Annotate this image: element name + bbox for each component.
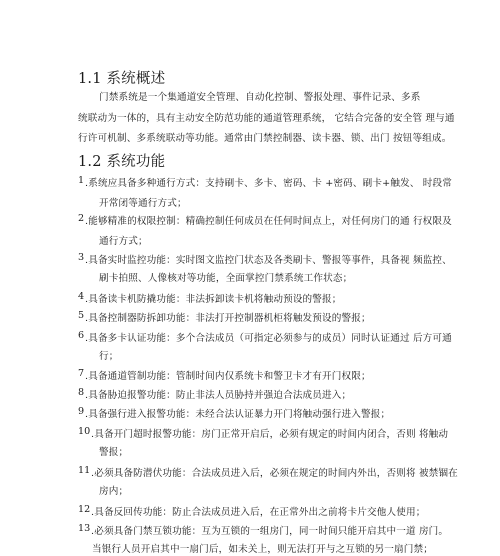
item-line: .能够精准的权限控制：精确控制任何成员在任何时间点上，对任何房门的通 行权限及 (85, 216, 452, 227)
item-line: .具备胁迫报警功能：防止非法人员胁持并强迫合法成员进入； (85, 390, 352, 401)
item-line: 警报； (99, 447, 129, 458)
item-number: 10 (78, 426, 91, 437)
item-number: 6 (78, 330, 85, 341)
item-number: 12 (78, 504, 91, 515)
item-number: 1 (78, 175, 85, 186)
section-heading-functions: 1.2 系统功能 (78, 154, 166, 170)
item-number: 8 (78, 387, 85, 398)
item-line: 通行方式； (99, 236, 148, 247)
overview-line-1: 门禁系统是一个集通道安全管理、自动化控制、警报处理、事件记录、多系 (99, 92, 421, 103)
item-number: 5 (78, 310, 85, 321)
item-line: .具备实时监控功能：实时图文监控门状态及各类刷卡、警报等事件，具备视 频监控、 (85, 255, 452, 266)
item-line: .具备多卡认证功能：多个合法成员（可指定必须参与的成员）同时认证通过 后方可通 (85, 333, 452, 344)
item-number: 13 (78, 523, 91, 534)
item-number: 11 (78, 465, 91, 476)
item-number: 4 (78, 291, 85, 302)
item-number: 2 (78, 213, 85, 224)
item-line: .具备控制器防拆卸功能：非法打开控制器机柜将触发预设的警报； (85, 313, 371, 324)
item-line: .必须具备门禁互锁功能：互为互锁的一组房门，同一时间只能开启其中一道 房门。 (91, 526, 449, 537)
item-line: .必须具备防潜伏功能：合法成员进入后，必须在规定的时间内外出，否则将 被禁锢在 (91, 468, 458, 479)
item-number: 7 (78, 368, 85, 379)
overview-line-3: 行许可机制、多系统联动等功能。通常由门禁控制器、读卡器、锁、出门 按钮等组成。 (78, 133, 452, 144)
item-line: 开常闭等通行方式； (99, 198, 187, 209)
item-line: .具备开门超时报警功能：房门正常开启后，必须有规定的时间内闭合，否则 将触动 (91, 429, 449, 440)
item-number: 3 (78, 252, 85, 263)
section-heading-overview: 1.1 系统概述 (78, 71, 166, 87)
item-line: 刷卡拍照、人像核对等功能，全面掌控门禁系统工作状态； (99, 273, 353, 284)
item-line: 房内； (99, 486, 129, 497)
item-line: .具备反回传功能：防止合法成员进入后，在正常外出之前将卡片交他人使用； (91, 507, 426, 518)
item-line: 当银行人员开启其中一扇门后，如未关上，则无法打开与之互锁的另一扇门禁； (92, 544, 434, 555)
overview-line-2: 统联动为一体的，具有主动安全防范功能的通道管理系统， 它结合完备的安全管 理与通 (78, 113, 455, 124)
item-number: 9 (78, 406, 85, 417)
item-line: .系统应具备多种通行方式：支持刷卡、多卡、密码、卡 +密码、刷卡+触发、 时段常 (85, 178, 453, 189)
item-line: .具备强行进入报警功能：未经合法认证暴力开门将触动强行进入警报； (85, 409, 391, 420)
item-line: .具备读卡机防撬功能：非法拆卸读卡机将触动预设的警报； (85, 294, 342, 305)
item-line: .具备通道管制功能：管制时间内仅系统卡和警卫卡才有开门权限； (85, 371, 371, 382)
item-line: 行； (99, 351, 119, 362)
